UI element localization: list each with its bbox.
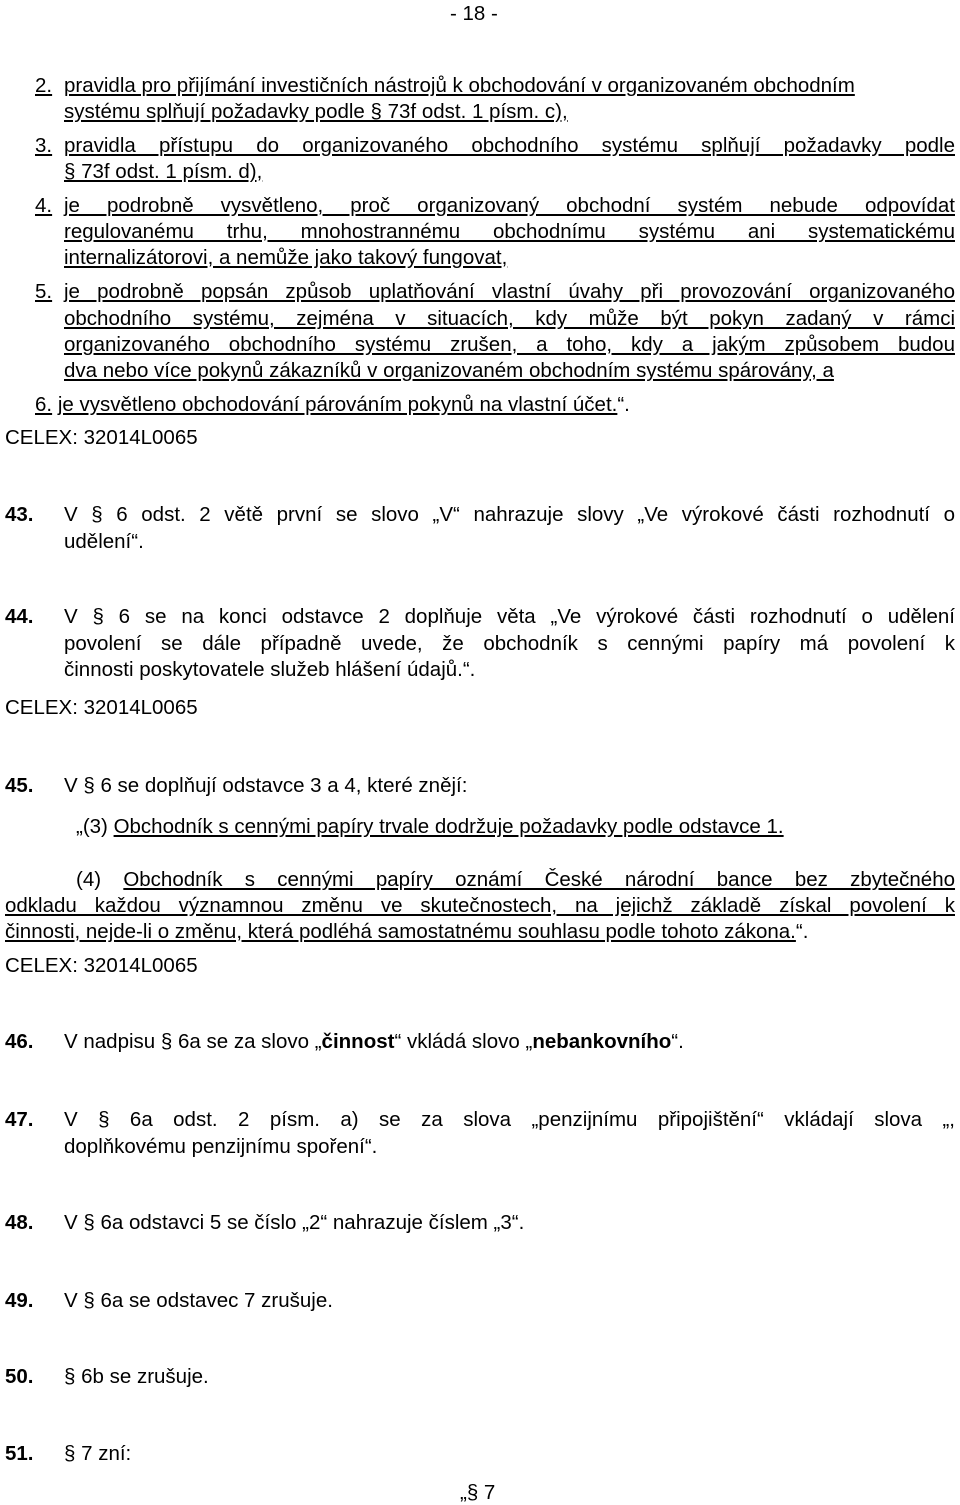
subsection-label: (4) [76, 868, 124, 891]
list-number: 2. [35, 74, 53, 97]
point-text: doplňkovému penzijnímu spoření“. [64, 1135, 378, 1158]
section-heading: „§ 7 [460, 1481, 496, 1504]
subsection-line [5, 922, 808, 943]
list-text: systému splňují požadavky podle § 73f odst. 1 písm. c), [64, 100, 568, 123]
subsection-text: Obchodník s cennými papíry trvale dodržuje požadavky podle odstavce 1. [113, 815, 784, 838]
closing-quote: “. [617, 393, 630, 416]
list-text: pravidla přístupu do organizovaného obchodního systému splňují požadavky podle [64, 134, 955, 157]
subsection-3 [76, 817, 784, 838]
point-number: 50. [5, 1365, 34, 1388]
point-text: V § 6a odst. 2 písm. a) se za slova „penzijnímu připojištění“ vkládají slova „, [64, 1108, 955, 1131]
list-text: § 73f odst. 1 písm. d), [64, 160, 263, 183]
list-text: je podrobně vysvětleno, proč organizovaný obchodní systém nebude odpovídat [64, 194, 955, 217]
celex-reference: CELEX: 32014L0065 [5, 954, 198, 977]
list-number: 4. [35, 194, 53, 217]
closing-quote: “. [795, 920, 809, 943]
point-number: 48. [5, 1211, 34, 1234]
list-number: 5. [35, 280, 53, 303]
text-fragment: V nadpisu § 6a se za slovo „ [64, 1030, 322, 1053]
page-number: - 18 - [450, 2, 498, 25]
point-text: udělení“. [64, 530, 144, 553]
point-text: V § 6 se na konci odstavce 2 doplňuje věta „Ve výrokové části rozhodnutí o udělení [64, 605, 955, 628]
point-number: 45. [5, 774, 34, 797]
list-text: dva nebo více pokynů zákazníků v organizovaném obchodním systému spárovány, a [64, 359, 834, 382]
list-text: regulovanému trhu, mnohostrannému obchodnímu systému ani systematickému [64, 220, 955, 243]
subsection-line [76, 870, 955, 891]
list-text: internalizátorovi, a nemůže jako takový fungovat, [64, 246, 508, 269]
point-number: 44. [5, 605, 34, 628]
bold-term: činnost [321, 1030, 395, 1053]
point-text: V § 6a odstavci 5 se číslo „2“ nahrazuje číslem „3“. [64, 1211, 525, 1234]
point-number: 51. [5, 1442, 34, 1465]
list-item-6 [35, 395, 630, 416]
point-text: V § 6a se odstavec 7 zrušuje. [64, 1289, 333, 1312]
point-text: V § 6 se doplňují odstavce 3 a 4, které znějí: [64, 774, 468, 797]
point-text: činnosti poskytovatele služeb hlášení údajů.“. [64, 658, 476, 681]
text-fragment: “. [671, 1030, 684, 1053]
point-text: V § 6 odst. 2 větě první se slovo „V“ nahrazuje slovy „Ve výrokové části rozhodnutí o [64, 503, 955, 526]
point-text: povolení se dále případně uvede, že obchodník s cennými papíry má povolení k [64, 632, 955, 655]
list-text: organizovaného obchodního systému zrušen, a toho, kdy a jakým způsobem budou [64, 333, 955, 356]
text-fragment: “ vkládá slovo „ [394, 1030, 533, 1053]
point-number: 43. [5, 503, 34, 526]
list-text: pravidla pro přijímání investičních nástrojů k obchodování v organizovaném obchodním [64, 74, 855, 97]
point-text: § 7 zní: [64, 1442, 132, 1465]
point-number: 47. [5, 1108, 34, 1131]
point-number: 49. [5, 1289, 34, 1312]
subsection-text: činnosti, nejde-li o změnu, která podléhá samostatnému souhlasu podle tohoto zákona. [5, 920, 796, 943]
list-text: je podrobně popsán způsob uplatňování vlastní úvahy při provozování organizovaného [64, 280, 955, 303]
point-text: § 6b se zrušuje. [64, 1365, 209, 1388]
list-text: obchodního systému, zejména v situacích, kdy může být pokyn zadaný v rámci [64, 307, 955, 330]
subsection-label: „(3) [76, 815, 114, 838]
point-number: 46. [5, 1030, 34, 1053]
list-number: 3. [35, 134, 53, 157]
subsection-line: odkladu každou významnou změnu ve skutečnostech, na jejichž základě získal povolení k [5, 894, 955, 917]
subsection-text: Obchodník s cennými papíry oznámí České národní bance bez zbytečného [123, 868, 956, 891]
celex-reference: CELEX: 32014L0065 [5, 426, 198, 449]
list-text: je vysvětleno obchodování párováním pokynů na vlastní účet. [57, 393, 618, 416]
celex-reference: CELEX: 32014L0065 [5, 696, 198, 719]
list-number: 6. [35, 393, 53, 416]
point-text [64, 1032, 684, 1053]
bold-term: nebankovního [532, 1030, 672, 1053]
